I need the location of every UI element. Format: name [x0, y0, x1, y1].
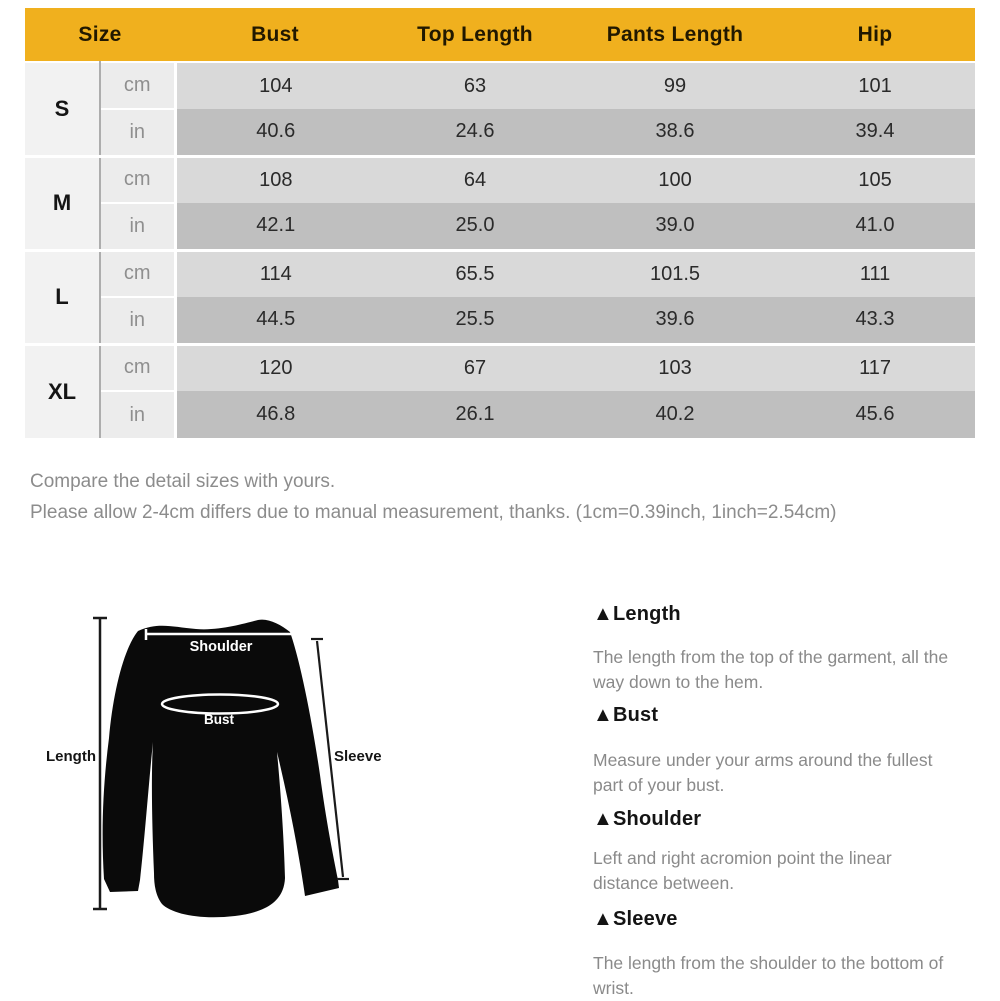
table-cell: 114 — [175, 250, 375, 297]
table-cell: 44.5 — [175, 297, 375, 344]
guide-title-text: Bust — [613, 704, 659, 726]
table-cell: 24.6 — [375, 109, 575, 156]
table-row — [25, 391, 975, 438]
unit-cell: in — [100, 297, 175, 344]
unit-cell: cm — [100, 62, 175, 109]
triangle-bullet-icon: ▲ — [593, 808, 613, 830]
guide-body-line: The length from the shoulder to the bottom of — [593, 953, 944, 973]
guide-body-line: The length from the top of the garment, all the — [593, 647, 949, 667]
table-cell: 25.5 — [375, 297, 575, 344]
guide-title-sleeve — [593, 908, 678, 931]
length-label: Length — [46, 748, 96, 765]
triangle-bullet-icon: ▲ — [593, 908, 613, 930]
unit-cell: in — [100, 391, 175, 438]
table-cell: 103 — [575, 344, 775, 391]
guide-body-line: Left and right acromion point the linear — [593, 848, 892, 868]
triangle-bullet-icon: ▲ — [593, 704, 613, 726]
unit-cell: in — [100, 109, 175, 156]
table-row — [25, 62, 975, 109]
table-row — [25, 250, 975, 297]
triangle-bullet-icon: ▲ — [593, 603, 613, 625]
unit-cell: cm — [100, 344, 175, 391]
guide-body-bust — [593, 748, 932, 798]
header-hip: Hip — [775, 8, 975, 62]
guide-body-line: distance between. — [593, 873, 735, 893]
table-row — [25, 203, 975, 250]
guide-body-length — [593, 645, 948, 695]
table-cell: 117 — [775, 344, 975, 391]
table-cell: 39.6 — [575, 297, 775, 344]
guide-title-bust — [593, 704, 658, 727]
unit-cell: cm — [100, 156, 175, 203]
table-cell: 38.6 — [575, 109, 775, 156]
note-line-2: Please allow 2-4cm differs due to manual measurement, thanks. (1cm=0.39inch, 1inch=2.54cm) — [30, 502, 837, 523]
table-cell: 101 — [775, 62, 975, 109]
unit-cell: in — [100, 203, 175, 250]
size-table — [25, 8, 975, 438]
table-cell: 63 — [375, 62, 575, 109]
table-cell: 46.8 — [175, 391, 375, 438]
table-cell: 101.5 — [575, 250, 775, 297]
table-cell: 45.6 — [775, 391, 975, 438]
guide-body-line: Measure under your arms around the fullest — [593, 750, 933, 770]
guide-body-shoulder — [593, 846, 892, 896]
header-bust: Bust — [175, 8, 375, 62]
table-cell: 111 — [775, 250, 975, 297]
table-cell: 99 — [575, 62, 775, 109]
table-cell: 26.1 — [375, 391, 575, 438]
table-cell: 42.1 — [175, 203, 375, 250]
guide-body-line: part of your bust. — [593, 775, 725, 795]
header-pants-length: Pants Length — [575, 8, 775, 62]
guide-title-length — [593, 603, 681, 626]
guide-body-line: way down to the hem. — [593, 672, 764, 692]
table-cell: 40.2 — [575, 391, 775, 438]
table-cell: 65.5 — [375, 250, 575, 297]
table-header-row — [25, 8, 975, 62]
table-cell: 105 — [775, 156, 975, 203]
unit-cell: cm — [100, 250, 175, 297]
note-line-1: Compare the detail sizes with yours. — [30, 471, 336, 492]
bust-label: Bust — [204, 712, 234, 727]
header-size: Size — [25, 8, 175, 62]
size-label-s: S — [25, 62, 100, 156]
sleeve-label: Sleeve — [334, 748, 382, 765]
table-cell: 104 — [175, 62, 375, 109]
garment-diagram-svg — [0, 580, 460, 1000]
size-label-xl: XL — [25, 344, 100, 438]
table-cell: 39.4 — [775, 109, 975, 156]
guide-body-line: wrist. — [593, 978, 634, 998]
guide-body-sleeve — [593, 951, 943, 1001]
guide-title-text: Length — [613, 603, 681, 625]
table-row — [25, 297, 975, 344]
table-cell: 64 — [375, 156, 575, 203]
table-cell: 39.0 — [575, 203, 775, 250]
table-cell: 41.0 — [775, 203, 975, 250]
table-cell: 67 — [375, 344, 575, 391]
table-row — [25, 156, 975, 203]
measurement-notes — [30, 466, 837, 528]
size-label-m: M — [25, 156, 100, 250]
shoulder-label: Shoulder — [189, 639, 253, 655]
guide-title-text: Shoulder — [613, 808, 702, 830]
guide-title-shoulder — [593, 808, 701, 831]
garment-silhouette — [103, 620, 339, 918]
table-cell: 120 — [175, 344, 375, 391]
table-cell: 100 — [575, 156, 775, 203]
table-cell: 25.0 — [375, 203, 575, 250]
table-row — [25, 344, 975, 391]
table-row — [25, 109, 975, 156]
table-cell: 43.3 — [775, 297, 975, 344]
guide-title-text: Sleeve — [613, 908, 678, 930]
table-cell: 40.6 — [175, 109, 375, 156]
table-cell: 108 — [175, 156, 375, 203]
size-label-l: L — [25, 250, 100, 344]
garment-diagram — [0, 580, 460, 1000]
header-top-length: Top Length — [375, 8, 575, 62]
